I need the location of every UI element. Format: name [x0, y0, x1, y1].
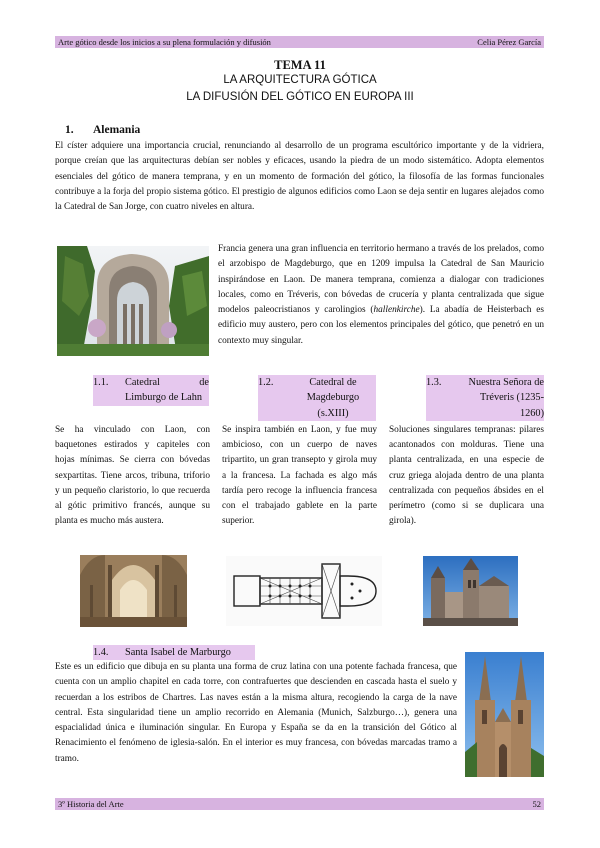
header-band	[55, 36, 544, 48]
intro-paragraph	[218, 242, 544, 349]
page-subtitle: LA DIFUSIÓN DEL GÓTICO EN EUROPA III	[186, 91, 414, 103]
subsection-1-4-text: Este es un edificio que dibuja en su planta una forma de cruz latina con una potente fachada francesa, que cuenta con un amplio chapitel en cada torre, con contrafuertes que descienden en cascada hasta el suelo y recuerdan a los estribos de Chartres. Las naves están a la misma altura, recogiendo la carga de la nave central. Esta singularidad tiene un amplio recorrido en Alemania (Munich, Salzburgo…), genera una espacialidad única e iluminación singular. En Europa y España se da en la transición del Gótico al Renacimiento el fenómeno de iglesia-salón. En el interior es muy francesa, con bóvedas marcadas tramo a tramo.	[55, 662, 457, 764]
subsection-title: Santa Isabel de Marburgo	[125, 645, 255, 660]
tema-number: TEMA 11	[274, 58, 326, 72]
magdeburg-floor-plan	[226, 556, 382, 626]
subsection-1-1-text: Se ha vinculado con Laon, con baquetones estirados y capiteles con hojas mínimas. Se cierra con bóvedas sexpartitas. Tiene arcos, tribuna, triforio y un pequeño claristorio, lo que recuerda al gótic primitivo francés, aunque su planta es mucho más austera.	[55, 425, 210, 527]
marburg-church-photo	[465, 652, 544, 777]
limburg-interior-photo	[80, 555, 187, 627]
header-author: Celia Pérez García	[477, 37, 541, 47]
subsection-1-3-text: Soluciones singulares tempranas: pilares acantonados con molduras. Tiene una planta centralizada, en una especie de cruz griega alojada dentro de una planta centralizada con pequeños ábsides en el perímetro (como si se duplicara una girola).	[389, 425, 544, 527]
header-title: Arte gótico desde los inicios a su plena formulación y difusión	[58, 37, 271, 47]
subsection-1-3-heading	[426, 375, 544, 421]
subsection-title: Catedral de Magdeburgo (s.XIII)	[290, 375, 376, 421]
subsection-1-4-heading	[93, 645, 255, 660]
hallenkirche-term: hallenkirche	[373, 305, 420, 316]
subsection-1-2-heading	[258, 375, 376, 421]
trier-cathedral-photo	[423, 556, 518, 626]
section-paragraph: El císter adquiere una importancia crucial, renunciando al desarrollo de un programa escultórico importante y de la vidriera, porque creían que las arquitecturas debían ser nobles y eficaces, usando la piedra de un modo sistemático. Adopta elementos esenciales del gótico de manera temprana, y en un momento de formación del gótico, la filosofía de las formas funcionales contribuye a la forja del propio sistema gótico. El prestigio de algunos edificios como Laon se deja sentir en lugares alejados como la Catedral de San Jorge, con cuatro niveles en altura.	[55, 141, 544, 213]
intro-text-a: Francia genera una gran influencia en territorio hermano a través de los prelados, como el arzobispo de Magdeburgo, que en 1209 impulsa la Catedral de San Mauricio inspirándose en Laon. De manera temprana, comienza a dialogar con tradiciones locales, como en Tréveris, con bóvedas de crucería y planta centralizada que sigue modelos paleocristianos y carolingios (	[218, 244, 544, 316]
subsection-number: 1.3.	[426, 375, 460, 421]
subsection-number: 1.4.	[93, 645, 125, 660]
page-title: LA ARQUITECTURA GÓTICA	[223, 74, 377, 86]
subsection-title: Catedral de Limburgo de Lahn	[125, 375, 209, 406]
subsection-1-2-text: Se inspira también en Laon, y fue muy ambicioso, con un cuerpo de naves tripartito, un gran transepto y girola muy a la francesa. La fachada es algo más tardía pero recoge la influencia francesa con el trabajado gablete en la parte superior.	[222, 425, 377, 527]
subsection-1-1-heading	[93, 375, 209, 406]
heisterbach-ruin-photo	[57, 246, 209, 356]
section-title: Alemania	[93, 124, 141, 136]
footer-course: 3º Historia del Arte	[58, 799, 124, 809]
intro-text-b: ). La abadía de Heisterbach es edificio muy austero, pero con los elementos principales del gótico, que penetró en un contexto muy singular.	[218, 305, 544, 346]
section-heading	[65, 124, 140, 136]
page-number: 52	[532, 799, 541, 809]
subsection-title: Nuestra Señora de Tréveris (1235-1260)	[460, 375, 544, 421]
subsection-number: 1.2.	[258, 375, 290, 421]
footer-band	[55, 798, 544, 810]
section-number: 1.	[65, 124, 74, 136]
subsection-number: 1.1.	[93, 375, 125, 406]
